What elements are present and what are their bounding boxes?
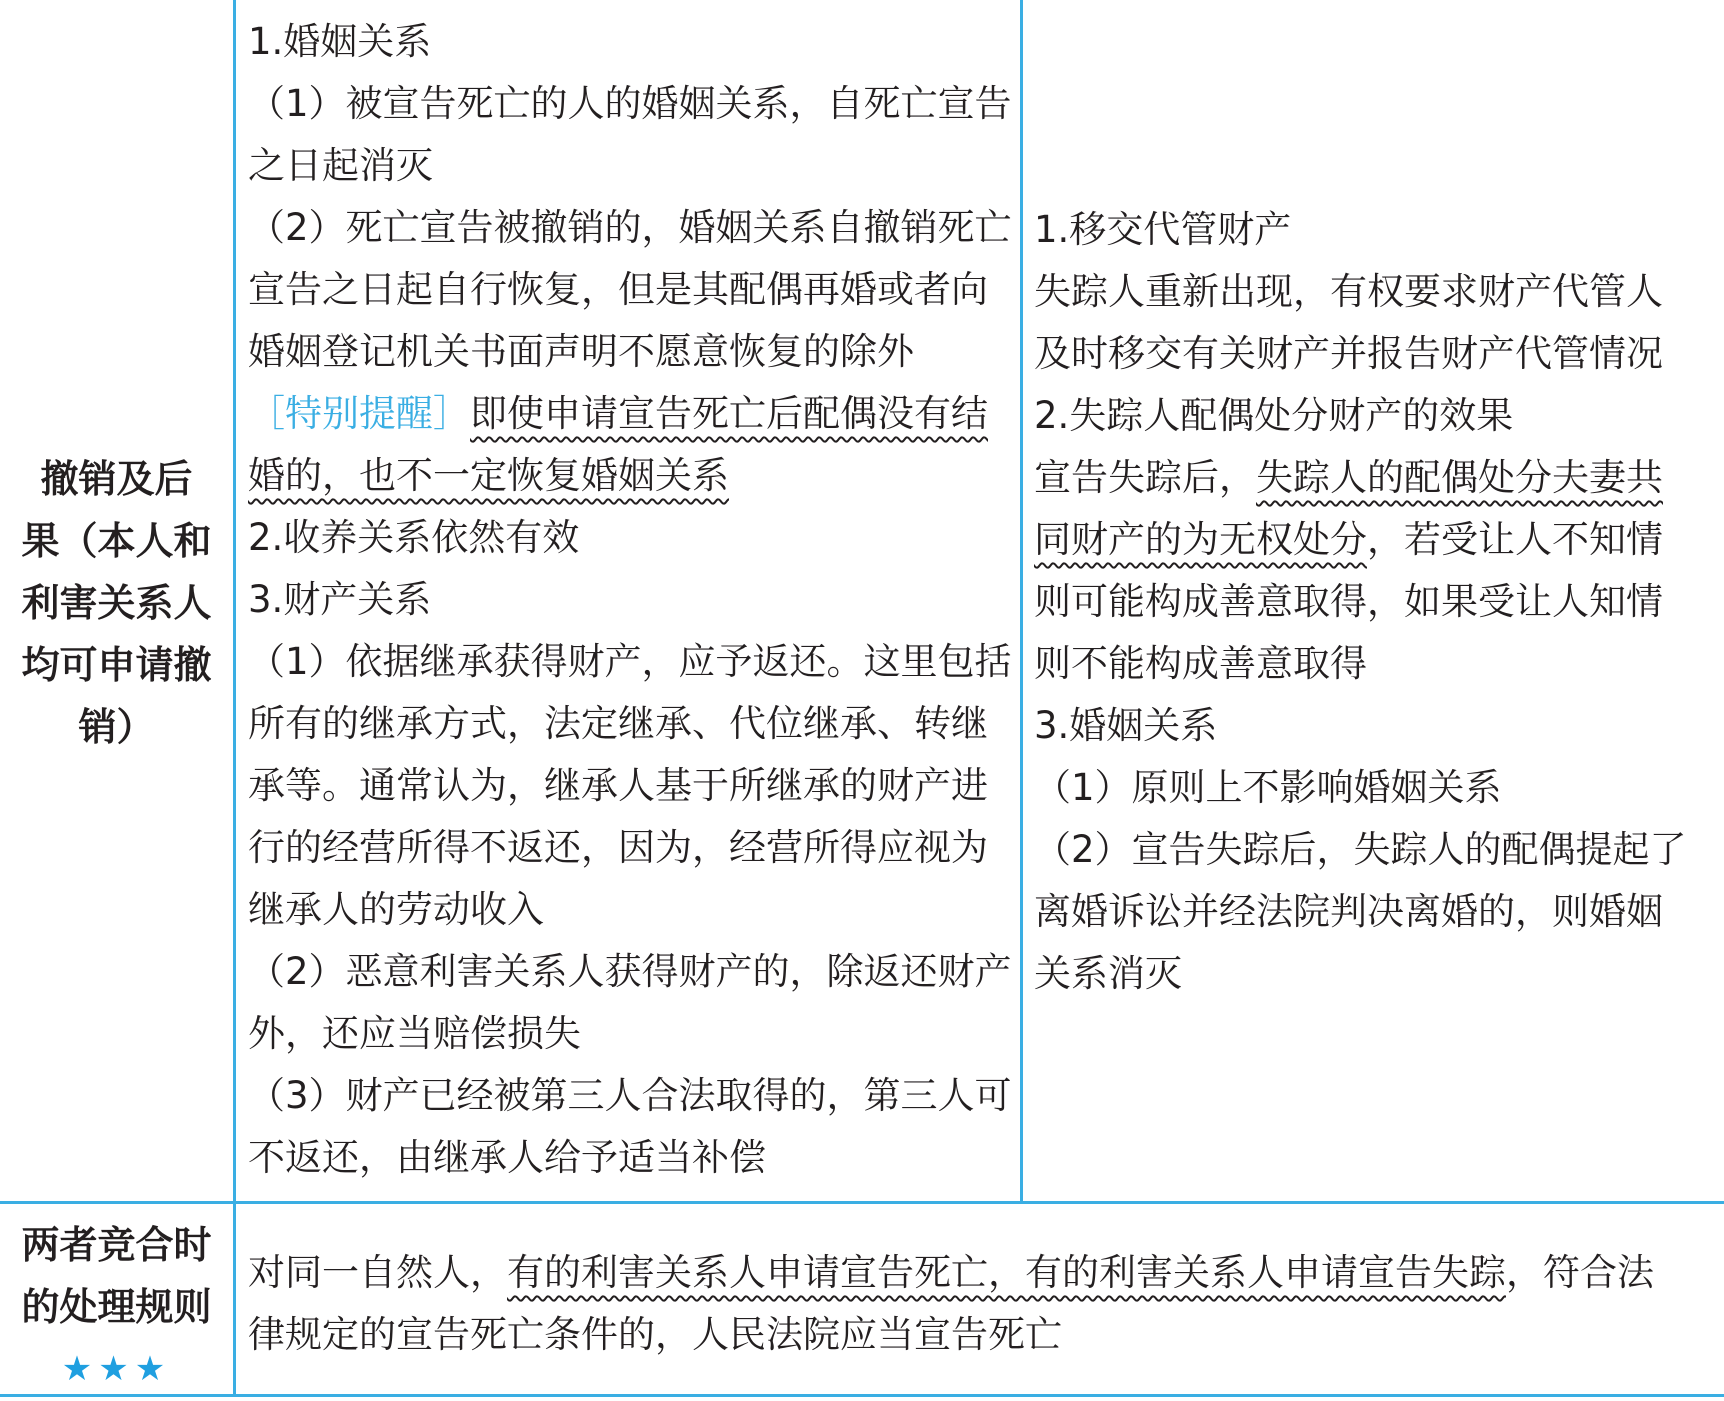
emphasis-text: 同财产的为无权处分 bbox=[1034, 518, 1367, 561]
heading-line: 两者竞合时 bbox=[21, 1223, 212, 1267]
heading-line: 销） bbox=[78, 705, 155, 749]
row-heading-concurrence bbox=[0, 1214, 233, 1400]
text-line: 2.收养关系依然有效 bbox=[248, 516, 580, 559]
text-line: （2）宣告失踪后，失踪人的配偶提起了 bbox=[1034, 828, 1687, 871]
heading-line: 利害关系人 bbox=[21, 581, 212, 625]
text-line: （3）财产已经被第三人合法取得的，第三人可 bbox=[248, 1074, 1012, 1117]
text-line: 2.失踪人配偶处分财产的效果 bbox=[1034, 394, 1514, 437]
text-line: 关系消灭 bbox=[1034, 952, 1182, 995]
text-line bbox=[248, 445, 1008, 507]
text-line: （1）原则上不影响婚姻关系 bbox=[1034, 766, 1502, 809]
special-reminder-text: 婚的，也不一定恢复婚姻关系 bbox=[248, 454, 729, 497]
text-line bbox=[1034, 447, 1714, 509]
text-line: （2）恶意利害关系人获得财产的，除返还财产 bbox=[248, 950, 1012, 993]
emphasis-text: 失踪人的配偶处分夫妻共 bbox=[1256, 456, 1663, 499]
emphasis-text: 有的利害关系人申请宣告死亡，有的利害关系人申请宣告失踪 bbox=[507, 1251, 1506, 1294]
text-line: 行的经营所得不返还，因为，经营所得应视为 bbox=[248, 826, 988, 869]
importance-stars: ★★★ bbox=[61, 1349, 172, 1389]
row-heading-revocation bbox=[0, 448, 233, 758]
concurrence-rule-cell bbox=[248, 1242, 1714, 1366]
text-line: 宣告之日起自行恢复，但是其配偶再婚或者向 bbox=[248, 268, 988, 311]
text-span: ，符合法 bbox=[1506, 1251, 1654, 1294]
text-line: （2）死亡宣告被撤销的，婚姻关系自撤销死亡 bbox=[248, 206, 1012, 249]
text-line: 1.婚姻关系 bbox=[248, 20, 432, 63]
special-reminder-label: ［特别提醒］ bbox=[248, 392, 470, 435]
heading-line: 撤销及后 bbox=[40, 457, 193, 501]
column-divider-1 bbox=[233, 0, 236, 1397]
death-declaration-cell bbox=[248, 11, 1012, 1189]
table-rule-bottom bbox=[0, 1394, 1724, 1397]
heading-line: 均可申请撤 bbox=[21, 643, 212, 687]
special-reminder bbox=[248, 383, 1008, 445]
text-line: 不返还，由继承人给予适当补偿 bbox=[248, 1136, 766, 1179]
text-line bbox=[1034, 509, 1714, 571]
text-line: 及时移交有关财产并报告财产代管情况 bbox=[1034, 332, 1663, 375]
text-line: 1.移交代管财产 bbox=[1034, 208, 1292, 251]
text-span: 对同一自然人， bbox=[248, 1251, 507, 1294]
text-line: 律规定的宣告死亡条件的，人民法院应当宣告死亡 bbox=[248, 1313, 1062, 1356]
text-line: 则可能构成善意取得，如果受让人知情 bbox=[1034, 580, 1663, 623]
text-line: 承等。通常认为，继承人基于所继承的财产进 bbox=[248, 764, 988, 807]
special-reminder-text: 即使申请宣告死亡后配偶没有结 bbox=[470, 392, 988, 435]
text-line: 3.婚姻关系 bbox=[1034, 704, 1218, 747]
text-span: 宣告失踪后， bbox=[1034, 456, 1256, 499]
text-span: ，若受让人不知情 bbox=[1367, 518, 1663, 561]
text-line bbox=[248, 1242, 1714, 1304]
text-line: 离婚诉讼并经法院判决离婚的，则婚姻 bbox=[1034, 890, 1663, 933]
disappearance-declaration-cell bbox=[1034, 199, 1714, 1005]
heading-line: 的处理规则 bbox=[21, 1285, 212, 1329]
text-line: 3.财产关系 bbox=[248, 578, 432, 621]
text-line: （1）依据继承获得财产，应予返还。这里包括 bbox=[248, 640, 1012, 683]
text-line: 外，还应当赔偿损失 bbox=[248, 1012, 581, 1055]
text-line: 所有的继承方式，法定继承、代位继承、转继 bbox=[248, 702, 988, 745]
text-line: 失踪人重新出现，有权要求财产代管人 bbox=[1034, 270, 1663, 313]
text-line: 继承人的劳动收入 bbox=[248, 888, 544, 931]
text-line: （1）被宣告死亡的人的婚姻关系，自死亡宣告 bbox=[248, 82, 1012, 125]
text-line: 之日起消灭 bbox=[248, 144, 433, 187]
text-line: 则不能构成善意取得 bbox=[1034, 642, 1367, 685]
heading-line: 果（本人和 bbox=[21, 519, 212, 563]
table-rule-divider bbox=[0, 1201, 1724, 1204]
text-line: 婚姻登记机关书面声明不愿意恢复的除外 bbox=[248, 330, 914, 373]
column-divider-2 bbox=[1020, 0, 1023, 1203]
